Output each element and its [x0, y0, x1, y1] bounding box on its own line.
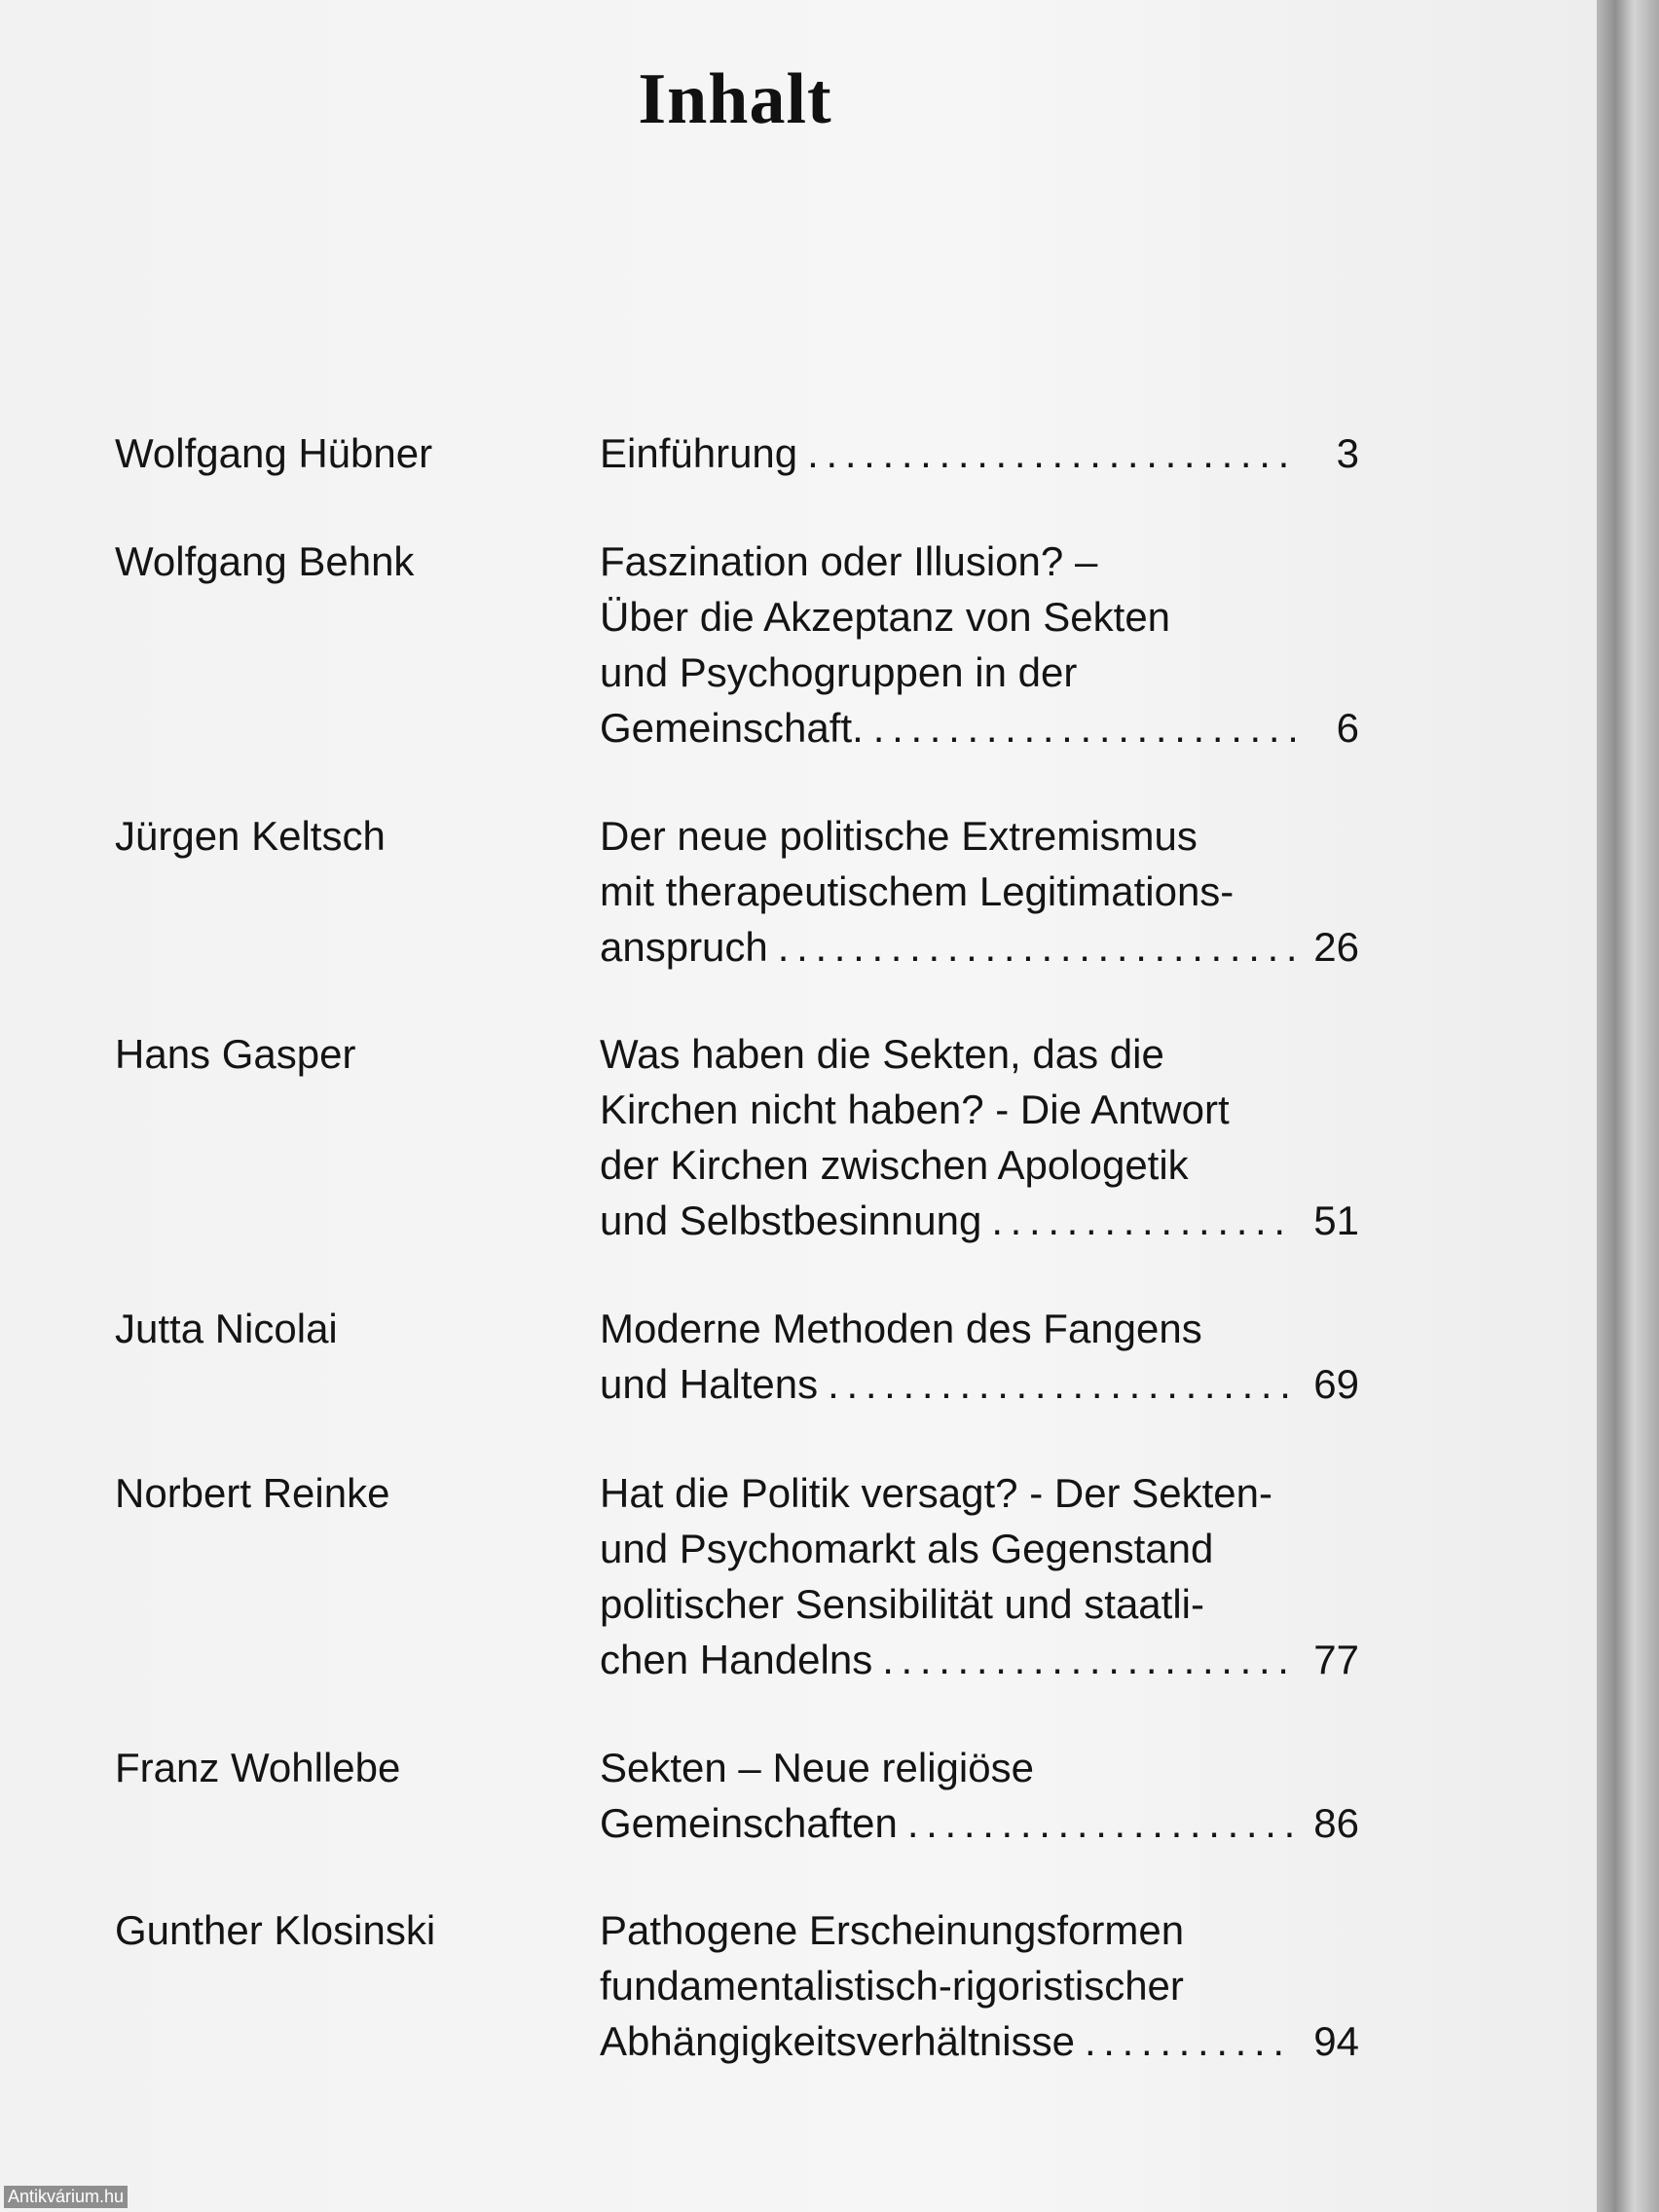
watermark: Antikvárium.hu [4, 2186, 128, 2208]
toc-title-last-line [600, 1193, 1359, 1248]
toc-page-number: 3 [1336, 430, 1359, 476]
dot-leader [807, 425, 1295, 481]
toc-title [600, 1740, 1359, 1851]
toc-title-line: Faszination oder Illusion? – [600, 538, 1098, 584]
toc-title [600, 425, 1359, 481]
toc-title-last-line [600, 1632, 1359, 1687]
toc-title [600, 1026, 1359, 1248]
toc-author: Jutta Nicolai [115, 1306, 338, 1351]
toc-page-number: 86 [1313, 1800, 1359, 1846]
toc-title [600, 1465, 1359, 1687]
toc-title-line: der Kirchen zwischen Apologetik [600, 1142, 1189, 1188]
toc-page-number: 94 [1313, 2018, 1359, 2064]
toc-title-line: Kirchen nicht haben? - Die Antwort [600, 1087, 1230, 1132]
dot-leader [907, 1795, 1295, 1851]
toc-title-last-line [600, 425, 1359, 481]
toc-title-line: Der neue politische Extremismus [600, 813, 1198, 859]
toc-title-line: Was haben die Sekten, das die [600, 1031, 1164, 1077]
toc-title-line: Pathogene Erscheinungsformen [600, 1907, 1185, 1953]
dot-leader [778, 919, 1295, 975]
toc-title-last-line [600, 1795, 1359, 1851]
toc-title-line: Über die Akzeptanz von Sekten [600, 594, 1171, 640]
toc-title-line: Moderne Methoden des Fangens [600, 1306, 1202, 1351]
toc-author: Wolfgang Behnk [115, 538, 415, 584]
toc-title [600, 1301, 1359, 1412]
toc-page-number: 77 [1313, 1637, 1359, 1682]
toc-title-text: Gemeinschaften [600, 1800, 898, 1846]
toc-title-text: chen Handelns [600, 1637, 873, 1682]
dot-leader [828, 1356, 1295, 1412]
page-title: Inhalt [638, 59, 832, 139]
toc-title-line: Sekten – Neue religiöse [600, 1745, 1034, 1790]
toc-author: Wolfgang Hübner [115, 430, 433, 476]
toc-title-line: und Psychomarkt als Gegenstand [600, 1526, 1214, 1571]
dot-leader [882, 1632, 1295, 1687]
toc-title-text: anspruch [600, 924, 768, 970]
toc-author: Hans Gasper [115, 1031, 356, 1077]
toc-page-number: 51 [1313, 1198, 1359, 1243]
toc-title [600, 808, 1359, 975]
toc-page-number: 69 [1313, 1361, 1359, 1407]
dot-leader [873, 700, 1295, 756]
toc-title-line: politischer Sensibilität und staatli- [600, 1581, 1204, 1627]
toc-title-last-line [600, 919, 1359, 975]
toc-title-line: und Psychogruppen in der [600, 649, 1078, 695]
dot-leader [991, 1193, 1295, 1248]
toc-title-text: Abhängigkeitsverhältnisse [600, 2018, 1075, 2064]
toc-title-text: und Haltens [600, 1361, 819, 1407]
toc-author: Franz Wohllebe [115, 1745, 401, 1790]
toc-title-text: Einführung [600, 430, 798, 476]
toc-author: Gunther Klosinski [115, 1907, 436, 1953]
toc-title-line: Hat die Politik versagt? - Der Sekten- [600, 1470, 1272, 1516]
toc-title-text: und Selbstbesinnung [600, 1198, 982, 1243]
toc-author: Norbert Reinke [115, 1470, 390, 1516]
dot-leader [1085, 2013, 1295, 2069]
toc-title [600, 534, 1359, 756]
toc-title [600, 1902, 1359, 2069]
toc-title-last-line [600, 2013, 1359, 2069]
toc-page-number: 6 [1336, 705, 1359, 751]
book-spine-edge [1597, 0, 1659, 2212]
toc-page-number: 26 [1313, 924, 1359, 970]
toc-title-line: mit therapeutischem Legitimations- [600, 868, 1235, 914]
toc-title-line: fundamentalistisch-rigoristischer [600, 1963, 1184, 2009]
toc-author: Jürgen Keltsch [115, 813, 386, 859]
toc-title-text: Gemeinschaft. [600, 705, 864, 751]
toc-title-last-line [600, 700, 1359, 756]
toc-title-last-line [600, 1356, 1359, 1412]
